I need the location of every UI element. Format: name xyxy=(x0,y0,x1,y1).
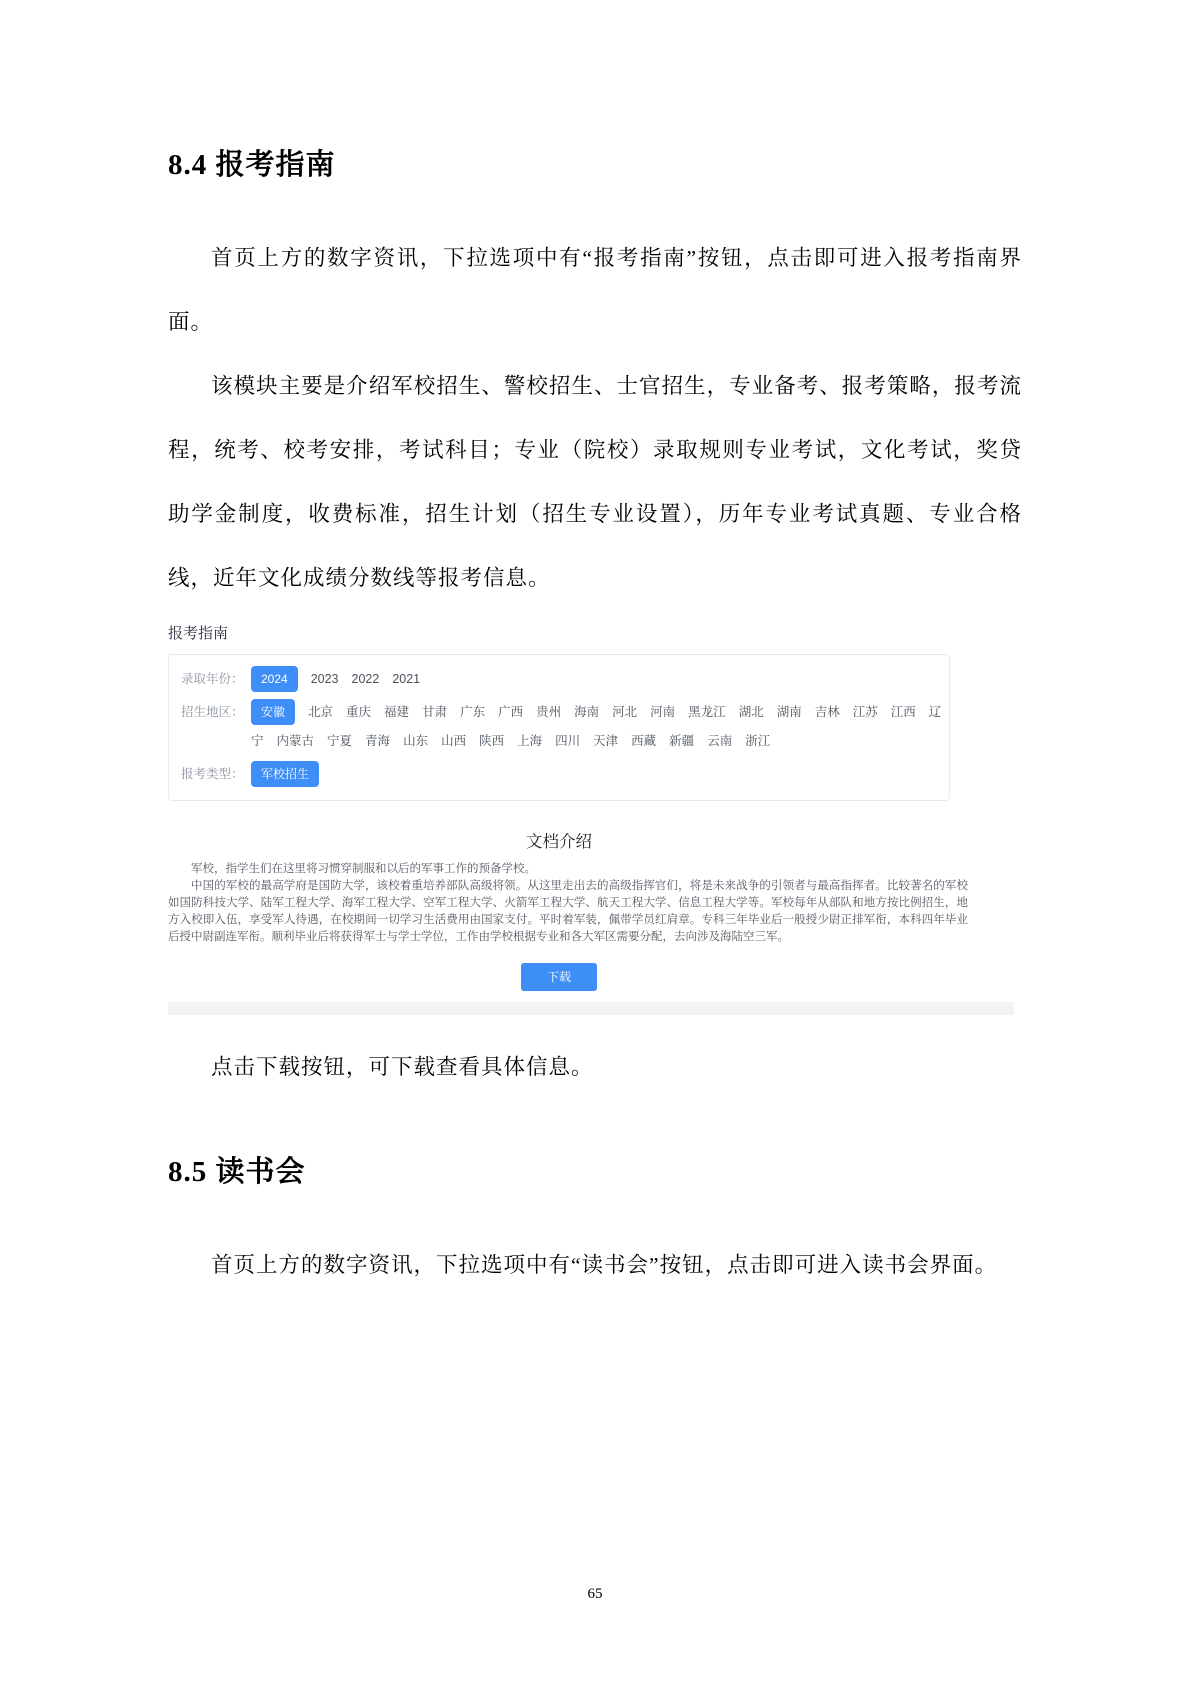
region-option[interactable]: 福建 xyxy=(384,705,410,719)
region-option[interactable]: 天津 xyxy=(593,734,619,748)
region-option-selected[interactable]: 安徽 xyxy=(251,699,295,725)
region-option[interactable]: 吉林 xyxy=(814,705,840,719)
filter-row-type xyxy=(181,761,937,787)
region-option[interactable]: 北京 xyxy=(308,705,334,719)
year-options-rest xyxy=(311,666,420,692)
region-option[interactable]: 河南 xyxy=(650,705,676,719)
region-option[interactable]: 广西 xyxy=(498,705,524,719)
year-filter-label: 录取年份： xyxy=(181,672,244,686)
section-8-5-heading: 8.5 读书会 xyxy=(168,1156,306,1188)
section-8-4-paragraph-3: 点击下载按钮，可下载查看具体信息。 xyxy=(211,1055,594,1079)
region-option[interactable]: 山东 xyxy=(403,734,429,748)
filter-panel xyxy=(168,654,950,801)
document-content xyxy=(168,146,1022,1297)
region-option[interactable]: 湖南 xyxy=(776,705,802,719)
download-button[interactable]: 下载 xyxy=(521,963,597,991)
region-option[interactable]: 山西 xyxy=(441,734,467,748)
section-8-4-paragraph-2: 该模块主要是介绍军校招生、警校招生、士官招生，专业备考、报考策略，报考流程，统考、校考安排，考试科目；专业（院校）录取规则专业考试，文化考试，奖贷助学金制度，收费标准，招生计划（招生专业设置），历年专业考试真题、专业合格线，近年文化成绩分数线等报考信息。 xyxy=(168,374,1022,590)
type-options xyxy=(251,761,319,787)
section-8-4-heading: 8.4 报考指南 xyxy=(168,149,336,181)
region-option[interactable]: 青海 xyxy=(365,734,391,748)
doc-intro-paragraph-2: 中国的军校的最高学府是国防大学，该校着重培养部队高级将领。从这里走出去的高级指挥官们，将是未来战争的引领者与最高指挥者。比较著名的军校如国防科技大学、陆军工程大学、海军工程大学、空军工程大学、火箭军工程大学、航天工程大学、信息工程大学等。军校每年从部队和地方按比例招生，地方入校即入伍，享受军人待遇，在校期间一切学习生活费用由国家支付。平时着军装，佩带学员红肩章。专科三年毕业后一般授少尉正排军衔，本科四年毕业后授中尉副连军衔。顺利毕业后将获得军士与学士学位，工作由学校根据专业和各大军区需要分配，去向涉及海陆空三军。 xyxy=(168,880,968,943)
region-option[interactable]: 宁夏 xyxy=(327,734,353,748)
region-option[interactable]: 宁 xyxy=(251,734,264,748)
region-option[interactable]: 陕西 xyxy=(479,734,505,748)
region-options xyxy=(251,699,941,754)
year-option-selected[interactable]: 2024 xyxy=(251,666,298,692)
region-options-line-1 xyxy=(251,699,941,725)
section-8-5-paragraph-1: 首页上方的数字资讯，下拉选项中有“读书会”按钮，点击即可进入读书会界面。 xyxy=(211,1253,998,1277)
embedded-screenshot xyxy=(168,624,1014,1015)
region-option[interactable]: 云南 xyxy=(707,734,733,748)
screenshot-page-title: 报考指南 xyxy=(168,625,229,642)
doc-intro-paragraph-1: 军校，指学生们在这里将习惯穿制服和以后的军事工作的预备学校。 xyxy=(191,863,536,875)
region-option[interactable]: 广东 xyxy=(460,705,486,719)
filter-row-year xyxy=(181,666,937,692)
year-option[interactable]: 2021 xyxy=(392,672,421,686)
region-options-line-2 xyxy=(251,728,941,754)
filter-row-region xyxy=(181,699,942,754)
region-option[interactable]: 上海 xyxy=(517,734,543,748)
region-filter-label: 招生地区： xyxy=(181,705,244,719)
region-option[interactable]: 四川 xyxy=(555,734,581,748)
region-option[interactable]: 新疆 xyxy=(669,734,695,748)
region-option[interactable]: 黑龙江 xyxy=(688,705,726,719)
section-8-4-paragraph-1: 首页上方的数字资讯，下拉选项中有“报考指南”按钮，点击即可进入报考指南界面。 xyxy=(168,246,1022,334)
region-option[interactable]: 海南 xyxy=(574,705,600,719)
year-options xyxy=(251,666,420,692)
region-option[interactable]: 辽 xyxy=(928,705,942,719)
region-option[interactable]: 甘肃 xyxy=(422,705,448,719)
region-option[interactable]: 江西 xyxy=(890,705,916,719)
page-number: 65 xyxy=(587,1586,603,1602)
region-option[interactable]: 河北 xyxy=(612,705,638,719)
type-filter-label: 报考类型： xyxy=(181,767,244,781)
region-option[interactable]: 浙江 xyxy=(745,734,771,748)
doc-intro-text xyxy=(168,861,968,946)
region-option[interactable]: 内蒙古 xyxy=(276,734,315,748)
type-option-selected[interactable]: 军校招生 xyxy=(251,761,319,787)
region-option[interactable]: 西藏 xyxy=(631,734,657,748)
section-divider-bar xyxy=(168,1002,1014,1015)
region-option[interactable]: 重庆 xyxy=(346,705,372,719)
region-options-line-1-rest xyxy=(308,699,941,725)
doc-intro-title: 文档介绍 xyxy=(526,833,592,851)
region-option[interactable]: 贵州 xyxy=(536,705,562,719)
region-option[interactable]: 江苏 xyxy=(852,705,878,719)
region-option[interactable]: 湖北 xyxy=(738,705,764,719)
download-button-row xyxy=(168,963,950,991)
year-option[interactable]: 2022 xyxy=(351,672,380,686)
year-option[interactable]: 2023 xyxy=(310,672,339,686)
